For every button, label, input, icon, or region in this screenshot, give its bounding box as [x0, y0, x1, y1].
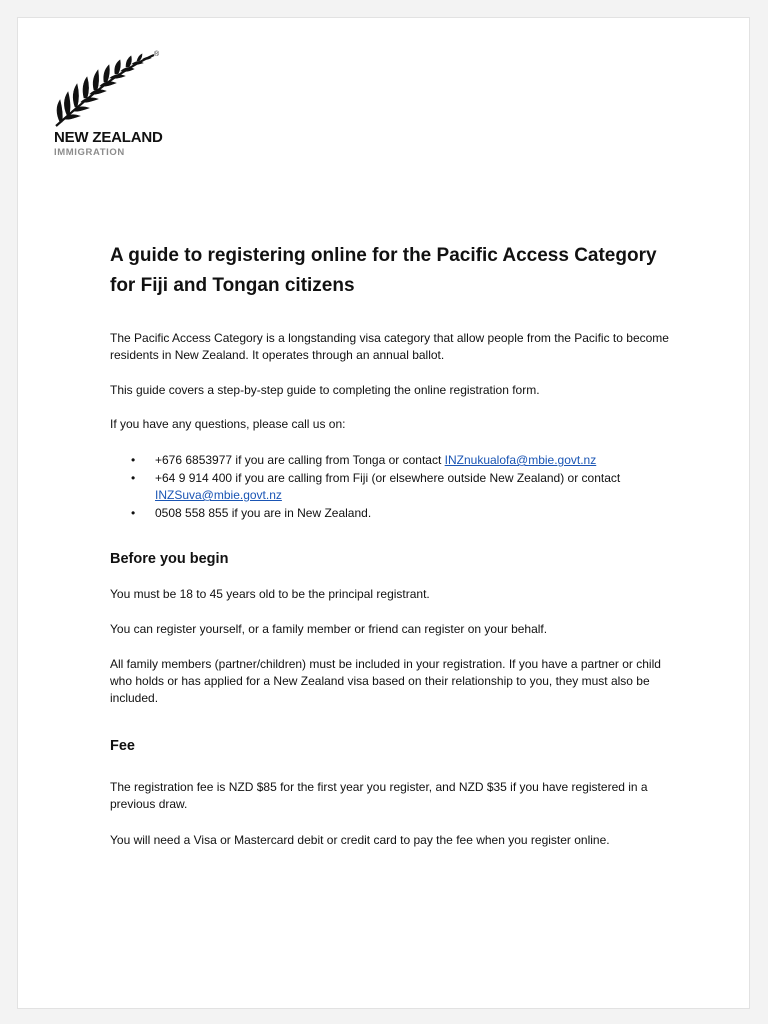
nz-immigration-logo: [54, 52, 184, 182]
registered-mark: ®: [154, 51, 160, 58]
email-link-nukualofa[interactable]: INZnukualofa@mbie.govt.nz: [444, 453, 597, 467]
intro-paragraph: The Pacific Access Category is a longstanding visa category that allow people from the Pacific to become residents in New Zealand. It operates through an annual ballot.: [110, 331, 669, 362]
intro-paragraph: If you have any questions, please call us on:: [110, 417, 346, 431]
logo-wordmark-new-zealand: NEW ZEALAND: [54, 129, 163, 146]
body-paragraph: All family members (partner/children) must be included in your registration. If you have a partner or child who holds or has applied for a New Zealand visa based on their relationship to you, they must also be included.: [110, 657, 661, 705]
bullet: •: [131, 453, 136, 467]
list-item: [110, 505, 670, 523]
page-title: A guide to registering online for the Pacific Access Category for Fiji and Tongan citizens: [110, 245, 657, 296]
body-paragraph: You can register yourself, or a family member or friend can register on your behalf.: [110, 622, 548, 636]
section-heading-fee: Fee: [110, 738, 135, 754]
section-heading-before-you-begin: Before you begin: [110, 551, 229, 567]
document-page: [17, 17, 750, 1009]
contact-list: [110, 452, 670, 522]
body-paragraph: The registration fee is NZD $85 for the first year you register, and NZD $35 if you have registered in a previous draw.: [110, 780, 648, 811]
silver-fern-icon: [54, 52, 158, 128]
logo-wordmark-immigration: IMMIGRATION: [54, 147, 125, 158]
document-body: [110, 241, 670, 849]
contact-text: +64 9 914 400 if you are calling from Fiji (or elsewhere outside New Zealand) or contact: [155, 470, 621, 485]
list-item: [110, 452, 670, 470]
body-paragraph: You must be 18 to 45 years old to be the principal registrant.: [110, 587, 430, 601]
contact-text: +676 6853977 if you are calling from Tonga or contact: [155, 453, 445, 467]
bullet: •: [131, 505, 136, 520]
email-link-suva[interactable]: INZSuva@mbie.govt.nz: [155, 488, 282, 502]
list-item: [110, 470, 670, 505]
bullet: •: [131, 470, 136, 485]
body-paragraph: You will need a Visa or Mastercard debit or credit card to pay the fee when you register online.: [110, 833, 610, 847]
contact-text: 0508 558 855 if you are in New Zealand.: [155, 505, 372, 520]
intro-paragraph: This guide covers a step-by-step guide to completing the online registration form.: [110, 383, 540, 397]
